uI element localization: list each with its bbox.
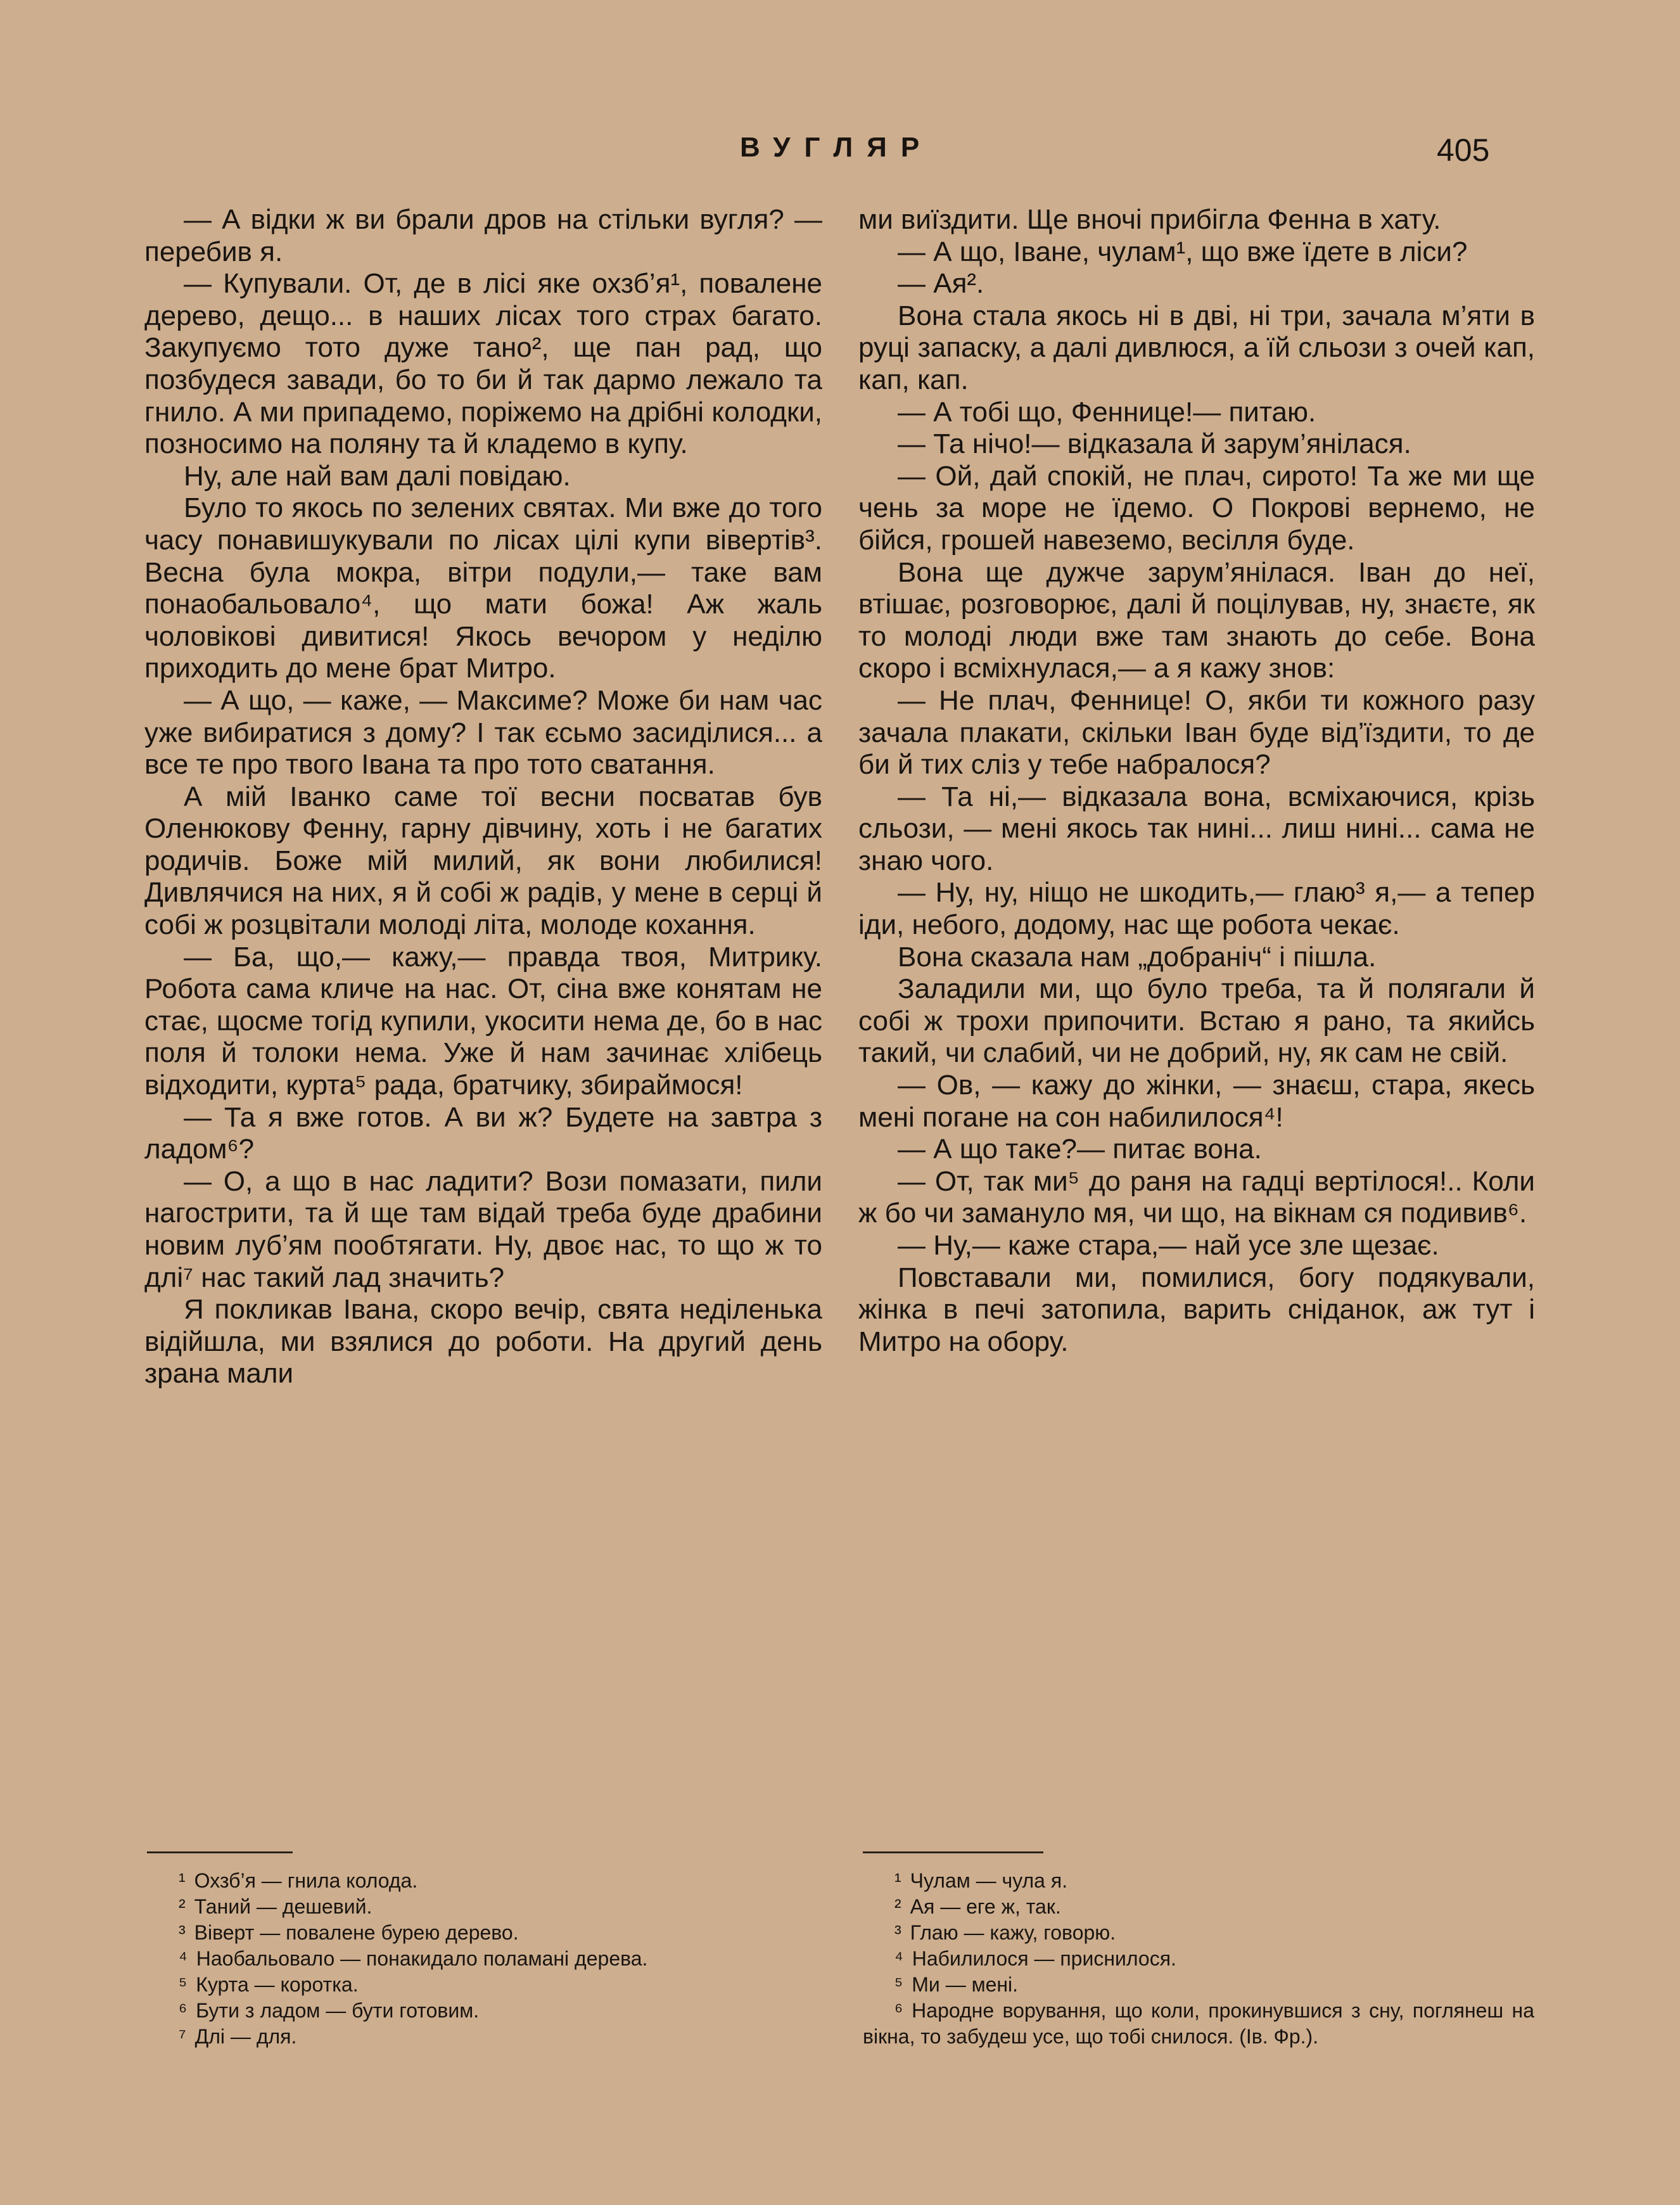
footnote-mark: ² — [179, 1895, 186, 1918]
footnote-mark: ⁶ — [179, 1999, 188, 2022]
paragraph: — О, а що в нас ладити? Вози помазати, пили нагострити, та й ще там відай треба буде драбини новим луб’ям пообтягати. Ну, двоє нас, то що ж то длі⁷ нас такий лад значить? — [144, 1165, 822, 1293]
paragraph: Було то якось по зелених святах. Ми вже до того часу понавишукували по лісах цілі купи вівертів³. Весна була мокра, вітри подули,— таке вам понаобальовало⁴, що мати божа! Аж жаль чоловікові дивитися! Якось вечором у неділю приходить до мене брат Митро. — [144, 492, 822, 684]
footnote-mark: ¹ — [179, 1869, 186, 1892]
footnote-text: Чулам — чула я. — [910, 1869, 1068, 1892]
paragraph: — А що таке?— питає вона. — [898, 1134, 1262, 1165]
paragraph: Я покликав Івана, скоро вечір, свята неділенька відійшла, ми взялися до роботи. На другий день зрана мали — [144, 1294, 822, 1390]
footnote-divider — [147, 1851, 293, 1853]
footnote-mark: ⁴ — [894, 1947, 903, 1970]
paragraph: — А що, — каже, — Максиме? Може би нам час уже вибиратися з дому? І так єсьмо засиділися... а все те про твого Івана та про тото сватання. — [144, 684, 822, 781]
footnotes-right — [863, 1868, 1534, 2050]
footnote-divider — [863, 1851, 1043, 1853]
paragraph: Вона ще дужче зарум’янілася. Іван до неї, втішає, розговорює, далі й поцілував, ну, знаєте, як то молоді люди вже там знають до себе. Вона скоро і всміхнулася,— а я кажу знов: — [858, 556, 1535, 684]
footnote-text: Ая — еге ж, так. — [910, 1895, 1061, 1918]
footnote-mark: ⁶ — [894, 1999, 903, 2022]
paragraph: — Ну,— каже стара,— най усе зле щезає. — [898, 1230, 1439, 1261]
paragraph: — От, так ми⁵ до раня на гадці вертілося!.. Коли ж бо чи заманулo мя, чи що, на вікнам ся подивив⁶. — [858, 1165, 1535, 1229]
footnote-text: Охзб’я — гнила колода. — [194, 1869, 418, 1892]
footnote — [147, 1998, 818, 2024]
footnote — [147, 1946, 818, 1972]
paragraph: — Ну, ну, ніщо не шкодить,— глаю³ я,— а тепер іди, небого, додому, нас ще робота чекає. — [858, 877, 1535, 941]
paragraph: Повставали ми, помилися, богу подякували, жінка в печі затопила, варить сніданок, аж тут і Митро на обору. — [858, 1262, 1535, 1357]
footnote-text: Наобальовало — понакидало поламані дерева. — [196, 1947, 648, 1970]
footnote — [147, 1868, 818, 1894]
footnote-mark: ² — [894, 1895, 901, 1918]
footnote-text: Глаю — кажу, говорю. — [910, 1921, 1116, 1944]
footnote — [147, 1920, 818, 1946]
footnote — [863, 1868, 1534, 1894]
paragraph: — Та я вже готов. А ви ж? Будете на завтра з ладом⁶? — [144, 1101, 822, 1165]
paragraph: — А тобі що, Феннице!— питаю. — [898, 396, 1316, 428]
page-number: 405 — [1437, 132, 1490, 168]
footnote-text: Бути з ладом — бути готовим. — [196, 1999, 480, 2022]
footnote-mark: ⁴ — [179, 1947, 188, 1970]
footnote-mark: ³ — [179, 1921, 186, 1944]
footnote — [863, 1972, 1534, 1998]
right-column — [858, 204, 1535, 1358]
footnote-mark: ⁵ — [179, 1973, 188, 1996]
paragraph: А мій Іванко саме тої весни посватав був Оленюкову Фенну, гарну дівчину, хоть і не багатих родичів. Боже мій милий, як вони любилися! Дивлячися на них, я й собі ж радів, у мене в серці й собі ж розцвітали молоді літа, молоде кохання. — [144, 781, 822, 941]
paragraph: — Ба, що,— кажу,— правда твоя, Митрику. Робота сама кличе на нас. От, сіна вже конятам не стає, щосме тогід купили, укосити нема де, бо в нас поля й толоки нема. Уже й нам зачинає хлібець відходити, курта⁵ рада, братчику, збираймося! — [144, 941, 822, 1101]
footnote-text: Народне ворування, що коли, прокинувшися з сну, поглянеш на вікна, то забудеш усе, що тобі снилося. (Ів. Фр.). — [863, 1999, 1534, 2048]
paragraph: ми виїздити. Ще вночі прибігла Фенна в хату. — [858, 204, 1441, 235]
footnote-text: Курта — коротка. — [196, 1973, 359, 1996]
footnote — [863, 1894, 1534, 1920]
footnote-text: Длі — для. — [194, 2025, 297, 2048]
paragraph: Ну, але най вам далі повідаю. — [184, 460, 571, 492]
footnote — [147, 1972, 818, 1998]
footnote-mark: ⁵ — [894, 1973, 903, 1996]
footnote — [863, 1946, 1534, 1972]
paragraph: Вона стала якось ні в дві, ні три, зачала м’яти в руці запаску, а далі дивлюся, а їй сльози з очей кап, кап, кап. — [858, 300, 1535, 395]
paragraph: — Та ні,— відказала вона, всміхаючися, крізь сльози, — мені якось так нині... лиш нині... сама не знаю чого. — [858, 781, 1535, 876]
paragraph: — Купували. От, де в лісі яке охзб’я¹, повалене дерево, дещо... в наших лісах того страх багато. Закупуємо тото дуже тано², ще пан рад, що позбудеся завади, бо то би й так дармо лежало та гнило. А ми припадемо, поріжемо на дрібні колодки, позносимо на поляну та й кладемо в купу. — [144, 268, 822, 460]
paragraph: Заладили ми, що було треба, та й полягали й собі ж трохи припочити. Встаю я рано, та якийсь такий, чи слабий, чи не добрий, ну, як сам не свій. — [858, 973, 1535, 1069]
paragraph: — Не плач, Феннице! О, якби ти кожного разу зачала плакати, скільки Іван буде від’їздити, то де би й тих сліз у тебе набралося? — [858, 684, 1535, 781]
paragraph: — Ой, дай спокій, не плач, сирото! Та же ми ще чень за море не їдемо. О Покрові вернемо, не бійся, грошей навеземо, весілля буде. — [858, 460, 1535, 556]
left-column — [144, 204, 822, 1390]
footnote-text: Віверт — повалене бурею дерево. — [194, 1921, 519, 1944]
running-title: ВУГЛЯР — [740, 132, 934, 163]
footnote — [147, 1894, 818, 1920]
footnote-text: Таний — дешевий. — [194, 1895, 372, 1918]
footnote-text: Набилилося — приснилося. — [912, 1947, 1176, 1970]
paragraph: — Ов, — кажу до жінки, — знаєш, стара, якесь мені погане на сон набилилося⁴! — [858, 1070, 1535, 1133]
paragraph: — Ая². — [898, 268, 984, 300]
footnote-mark: ⁷ — [179, 2025, 186, 2048]
paragraph: — Та нічо!— відказала й зарум’янілася. — [898, 428, 1411, 460]
paragraph: Вона сказала нам „добраніч“ і пішла. — [898, 941, 1377, 973]
paragraph: — А відки ж ви брали дров на стільки вугля? — перебив я. — [144, 204, 822, 267]
footnote-mark: ³ — [894, 1921, 901, 1944]
footnote — [863, 1998, 1534, 2050]
footnote-mark: ¹ — [894, 1869, 901, 1892]
paragraph: — А що, Іване, чулам¹, що вже їдете в ліси? — [898, 236, 1468, 267]
footnote — [863, 1920, 1534, 1946]
footnotes-left — [147, 1868, 818, 2050]
footnote — [147, 2024, 818, 2050]
footnote-text: Ми — мені. — [912, 1973, 1019, 1996]
page-header — [0, 132, 1680, 170]
